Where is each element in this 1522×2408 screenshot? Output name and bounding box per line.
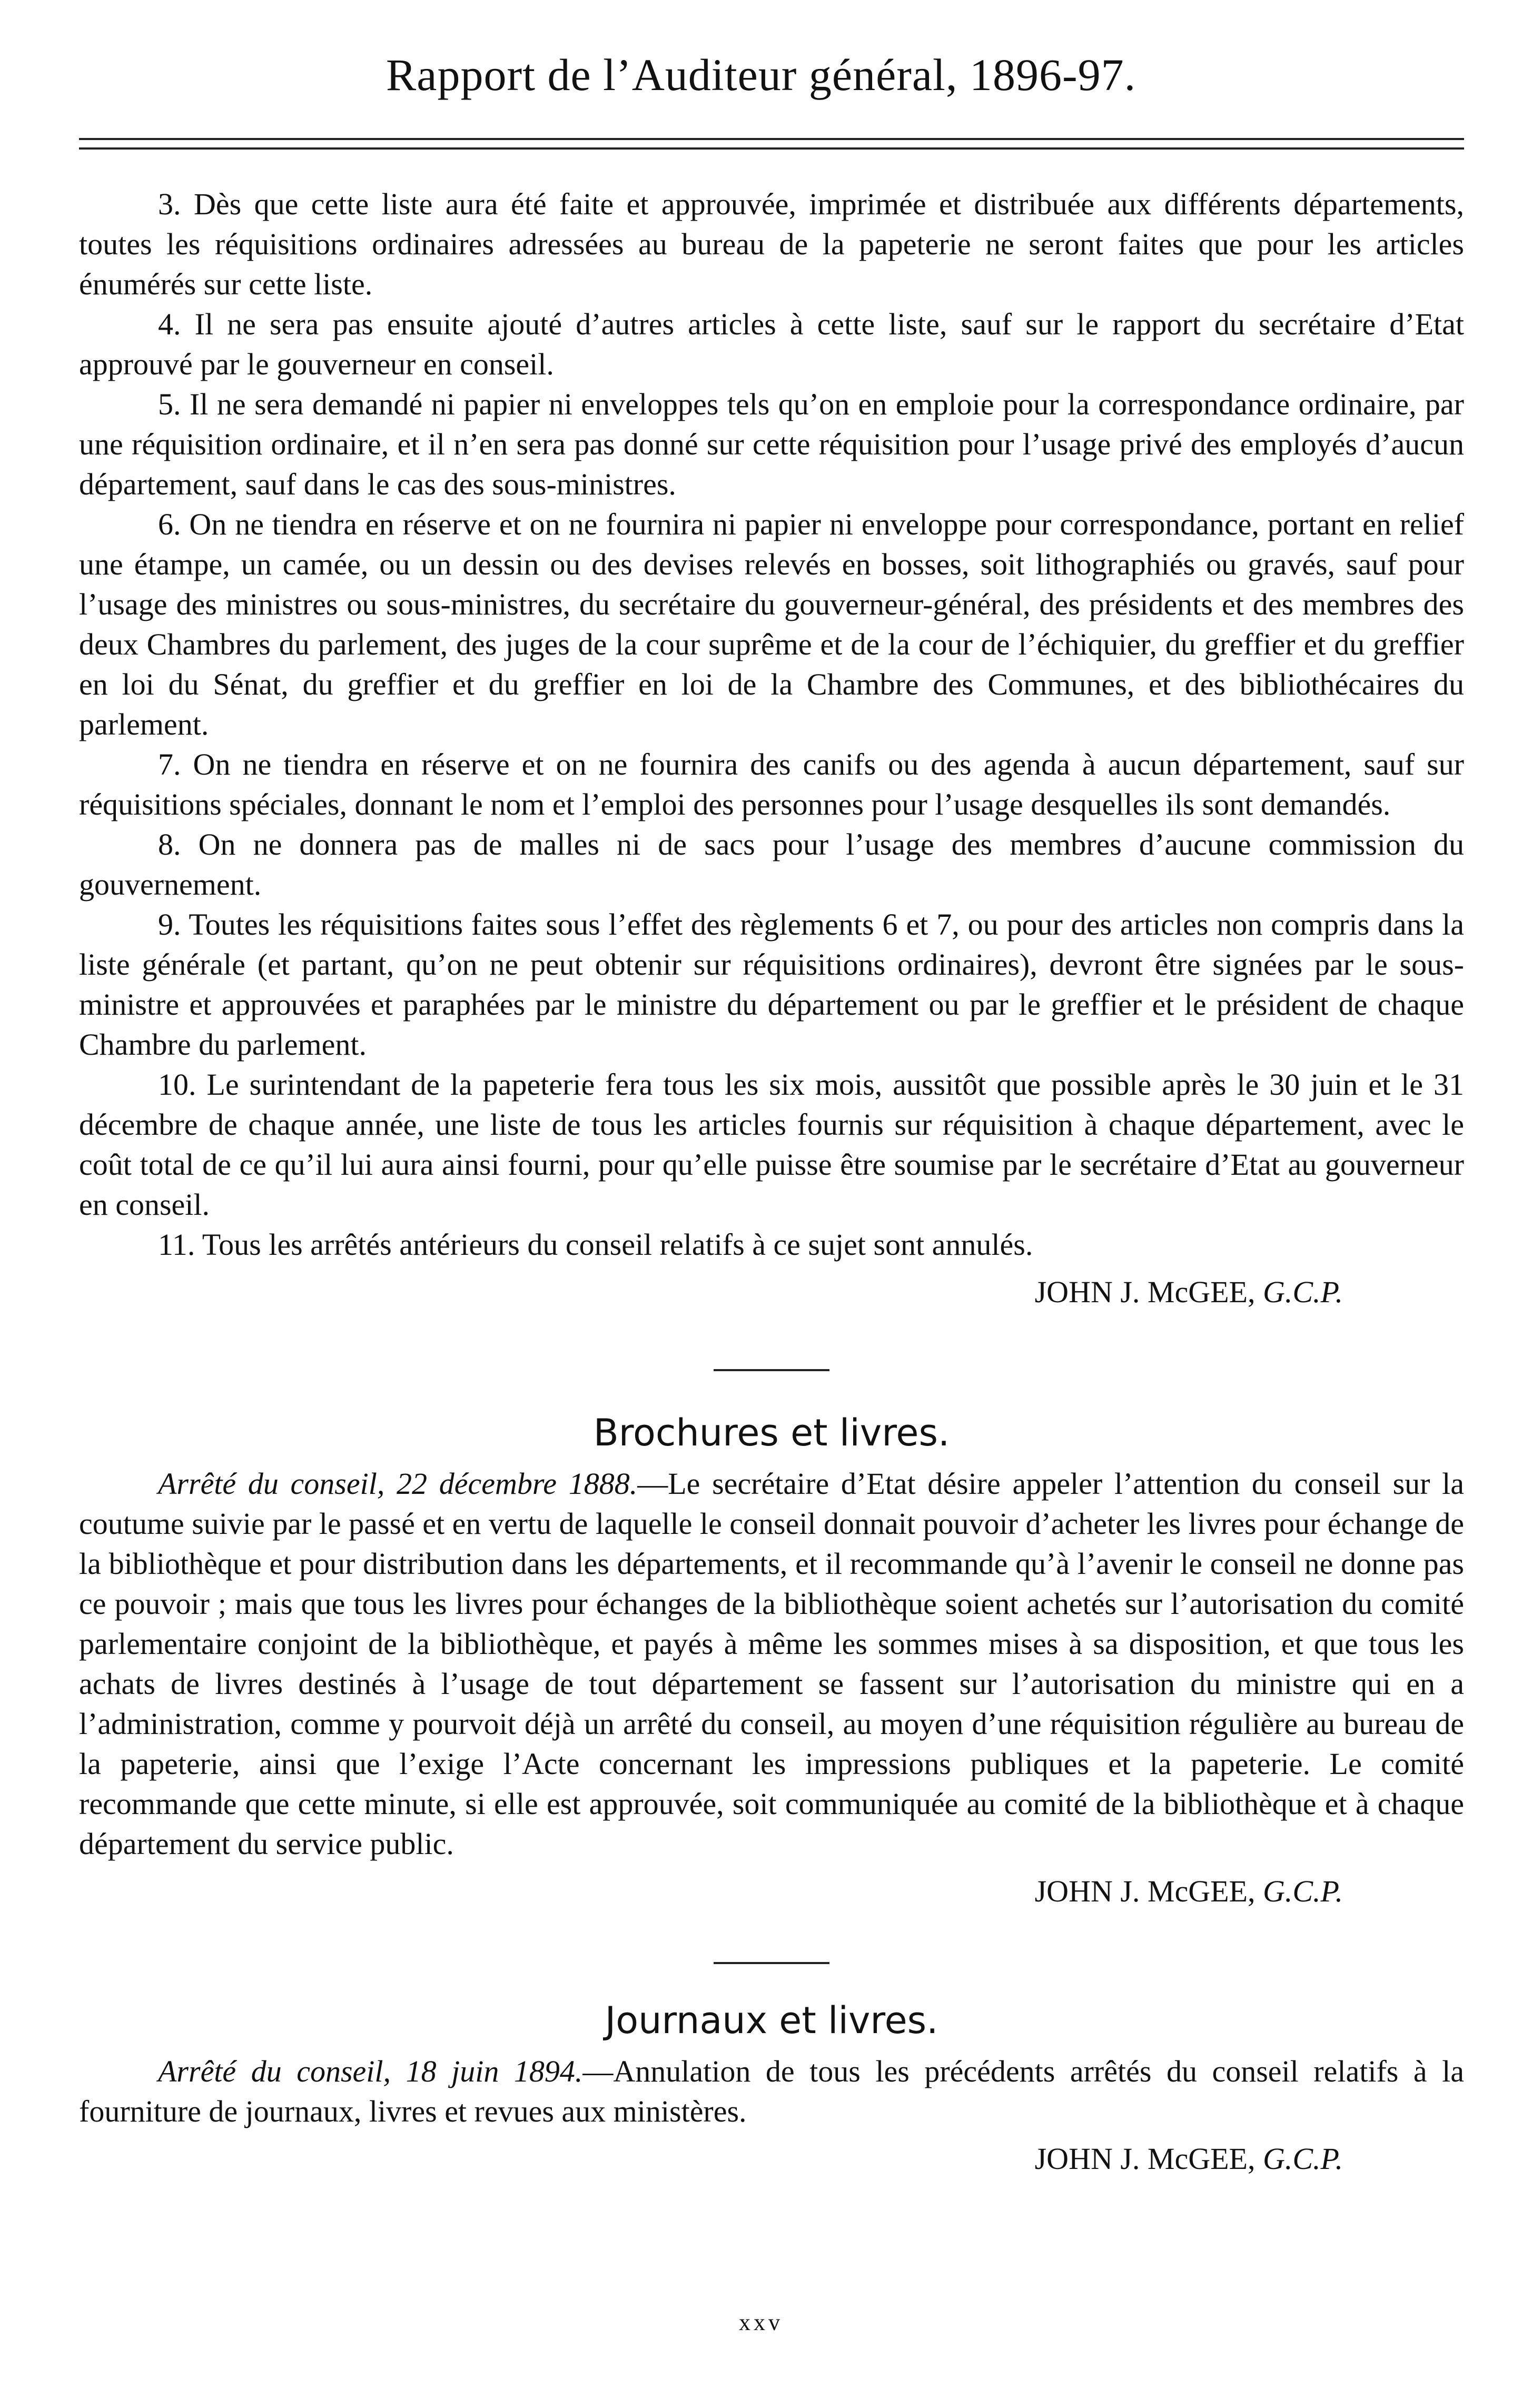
- signature-title: G.C.P.: [1262, 1275, 1343, 1309]
- signature-name: JOHN J. McGEE,: [1034, 1874, 1256, 1908]
- section-separator: [714, 1369, 829, 1371]
- paragraph: 7. On ne tiendra en réserve et on ne fournira des canifs ou des agenda à aucun département, sauf sur réquisitions spéciales, donnant le nom et l’emploi des personnes pour l’usage desquelles ils sont demandés.: [79, 747, 1464, 821]
- document-body: [79, 184, 1464, 2179]
- order-reference: Arrêté du conseil, 22 décembre 1888.: [158, 1466, 638, 1501]
- signature: [79, 2139, 1464, 2179]
- order-text: —Le secrétaire d’Etat désire appeler l’attention du conseil sur la coutume suivie par le passé et en vertu de laquelle le conseil donnait pouvoir d’acheter les livres pour échange de la bibliothèque et pour distribution dans les départements, et il recommande qu’à l’avenir le conseil ne donne pas ce pouvoir ; mais que tous les livres pour échanges de la bibliothèque soient achetés sur l’autorisation du comité parlementaire conjoint de la bibliothèque, et payés à même les sommes mises à sa disposition, et que tous les achats de livres destinés à l’usage de tout département se fassent sur l’autorisation du ministre qui en a l’administration, comme y pourvoit déjà un arrêté du conseil, au moyen d’une réquisition régulière au bureau de la papeterie, ainsi que l’exige l’Acte concernant les impressions publiques et la papeterie. Le comité recommande que cette minute, si elle est approuvée, soit communiquée au comité de la bibliothèque et à chaque département du service public.: [79, 1466, 1464, 1861]
- paragraph: 6. On ne tiendra en réserve et on ne fournira ni papier ni enveloppe pour correspondance, portant en relief une étampe, un camée, ou un dessin ou des devises relevés en bosses, soit lithographiés ou gravés, sauf pour l’usage des ministres ou sous-ministres, du secrétaire du gouverneur-général, des présidents et des membres des deux Chambres du parlement, des juges de la cour suprême et de la cour de l’échiquier, du greffier et du greffier en loi du Sénat, du greffier et du greffier en loi de la Chambre des Communes, et des bibliothécaires du parlement.: [79, 507, 1464, 741]
- paragraph: [79, 2052, 1464, 2132]
- signature-title: G.C.P.: [1262, 2142, 1343, 2176]
- paragraph: 3. Dès que cette liste aura été faite et approuvée, imprimée et distribuée aux différents départements, toutes les réquisitions ordinaires adressées au bureau de la papeterie ne seront faites que pour les articles énumérés sur cette liste.: [79, 187, 1464, 301]
- paragraph: 10. Le surintendant de la papeterie fera tous les six mois, aussitôt que possible après le 30 juin et le 31 décembre de chaque année, une liste de tous les articles fournis sur réquisition à chaque département, avec le coût total de ce qu’il lui aura ainsi fourni, pour qu’elle puisse être soumise par le secrétaire d’Etat au gouverneur en conseil.: [79, 1067, 1464, 1222]
- section-separator: [714, 1962, 829, 1964]
- section-heading: Journaux et livres.: [605, 1999, 938, 2042]
- header-rule-bottom: [79, 147, 1464, 150]
- paragraph: 11. Tous les arrêtés antérieurs du conseil relatifs à ce sujet sont annulés.: [158, 1227, 1033, 1262]
- paragraph: 5. Il ne sera demandé ni papier ni enveloppes tels qu’on en emploie pour la correspondance ordinaire, par une réquisition ordinaire, et il n’en sera pas donné sur cette réquisition pour l’usage privé des employés d’aucun département, sauf dans le cas des sous-ministres.: [79, 387, 1464, 501]
- section-heading: Brochures et livres.: [593, 1411, 950, 1454]
- page-number: xxv: [739, 2310, 783, 2335]
- order-reference: Arrêté du conseil, 18 juin 1894.: [158, 2054, 583, 2088]
- signature-name: JOHN J. McGEE,: [1034, 2142, 1256, 2176]
- signature: [79, 1272, 1464, 1312]
- page-header: Rapport de l’Auditeur général, 1896-97.: [386, 49, 1136, 100]
- paragraph: 8. On ne donnera pas de malles ni de sacs pour l’usage des membres d’aucune commission du gouvernement.: [79, 827, 1464, 901]
- order-text: —Annulation de tous les précédents arrêtés du conseil relatifs à la fourniture de journaux, livres et revues aux ministères.: [79, 2054, 1465, 2128]
- paragraph: 4. Il ne sera pas ensuite ajouté d’autres articles à cette liste, sauf sur le rapport du secrétaire d’Etat approuvé par le gouverneur en conseil.: [79, 307, 1464, 381]
- signature: [79, 1871, 1464, 1911]
- paragraph: [79, 1464, 1464, 1864]
- header-rule-top: [79, 138, 1464, 140]
- paragraph: 9. Toutes les réquisitions faites sous l’effet des règlements 6 et 7, ou pour des articles non compris dans la liste générale (et partant, qu’on ne peut obtenir sur réquisitions ordinaires), devront être signées par le sous-ministre et approuvées et paraphées par le ministre du département ou par le greffier et le président de chaque Chambre du parlement.: [79, 907, 1464, 1062]
- signature-title: G.C.P.: [1262, 1874, 1343, 1908]
- signature-name: JOHN J. McGEE,: [1034, 1275, 1256, 1309]
